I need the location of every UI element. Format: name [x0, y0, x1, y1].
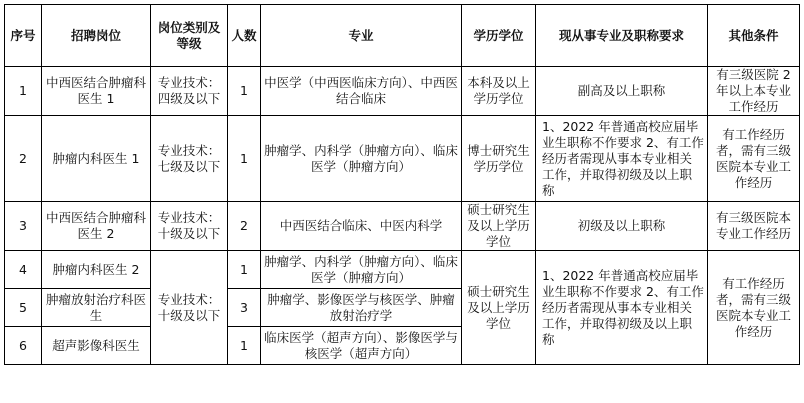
cell-other: 有三级医院 2 年以上本专业工作经历 [708, 67, 800, 116]
cell-category: 专业技术：七级及以下 [151, 116, 228, 202]
cell-count: 3 [228, 289, 261, 327]
cell-count: 1 [228, 251, 261, 289]
cell-seq: 1 [5, 67, 42, 116]
cell-degree: 硕士研究生及以上学历学位 [462, 202, 536, 251]
cell-category-merged: 专业技术：十级及以下 [151, 251, 228, 365]
header-position: 招聘岗位 [42, 5, 151, 67]
cell-category: 专业技术：十级及以下 [151, 202, 228, 251]
cell-experience: 初级及以上职称 [536, 202, 708, 251]
cell-degree: 本科及以上学历学位 [462, 67, 536, 116]
header-seq: 序号 [5, 5, 42, 67]
header-category: 岗位类别及等级 [151, 5, 228, 67]
table-row [5, 67, 800, 116]
cell-major: 中医学（中西医临床方向）、中西医结合临床 [261, 67, 462, 116]
cell-position: 中西医结合肿瘤科医生 2 [42, 202, 151, 251]
header-row [5, 5, 800, 67]
cell-count: 1 [228, 116, 261, 202]
cell-seq: 5 [5, 289, 42, 327]
header-other: 其他条件 [708, 5, 800, 67]
header-count: 人数 [228, 5, 261, 67]
cell-major: 中西医结合临床、中医内科学 [261, 202, 462, 251]
cell-major: 肿瘤学、影像医学与核医学、肿瘤放射治疗学 [261, 289, 462, 327]
cell-other-merged: 有工作经历者，需有三级医院本专业工作经历 [708, 251, 800, 365]
cell-position: 超声影像科医生 [42, 327, 151, 365]
cell-seq: 2 [5, 116, 42, 202]
cell-count: 2 [228, 202, 261, 251]
cell-experience-merged: 1、2022 年普通高校应届毕业生职称不作要求 2、有工作经历者需现从事本专业相关工作，并取得初级及以上职称 [536, 251, 708, 365]
cell-degree: 博士研究生学历学位 [462, 116, 536, 202]
table-row [5, 202, 800, 251]
cell-experience: 1、2022 年普通高校应届毕业生职称不作要求 2、有工作经历者需现从事本专业相关工作，并取得初级及以上职称 [536, 116, 708, 202]
cell-category: 专业技术：四级及以下 [151, 67, 228, 116]
cell-position: 肿瘤内科医生 1 [42, 116, 151, 202]
table-row [5, 116, 800, 202]
cell-count: 1 [228, 67, 261, 116]
header-major: 专业 [261, 5, 462, 67]
cell-seq: 4 [5, 251, 42, 289]
cell-count: 1 [228, 327, 261, 365]
cell-degree-merged: 硕士研究生及以上学历学位 [462, 251, 536, 365]
cell-seq: 3 [5, 202, 42, 251]
cell-major: 临床医学（超声方向）、影像医学与核医学（超声方向） [261, 327, 462, 365]
cell-seq: 6 [5, 327, 42, 365]
recruitment-table [4, 4, 800, 365]
cell-experience: 副高及以上职称 [536, 67, 708, 116]
header-experience: 现从事专业及职称要求 [536, 5, 708, 67]
cell-other: 有三级医院本专业工作经历 [708, 202, 800, 251]
cell-other: 有工作经历者，需有三级医院本专业工作经历 [708, 116, 800, 202]
cell-position: 肿瘤放射治疗科医生 [42, 289, 151, 327]
header-degree: 学历学位 [462, 5, 536, 67]
cell-position: 中西医结合肿瘤科医生 1 [42, 67, 151, 116]
table-row [5, 251, 800, 289]
cell-major: 肿瘤学、内科学（肿瘤方向）、临床医学（肿瘤方向） [261, 251, 462, 289]
cell-major: 肿瘤学、内科学（肿瘤方向）、临床医学（肿瘤方向） [261, 116, 462, 202]
cell-position: 肿瘤内科医生 2 [42, 251, 151, 289]
